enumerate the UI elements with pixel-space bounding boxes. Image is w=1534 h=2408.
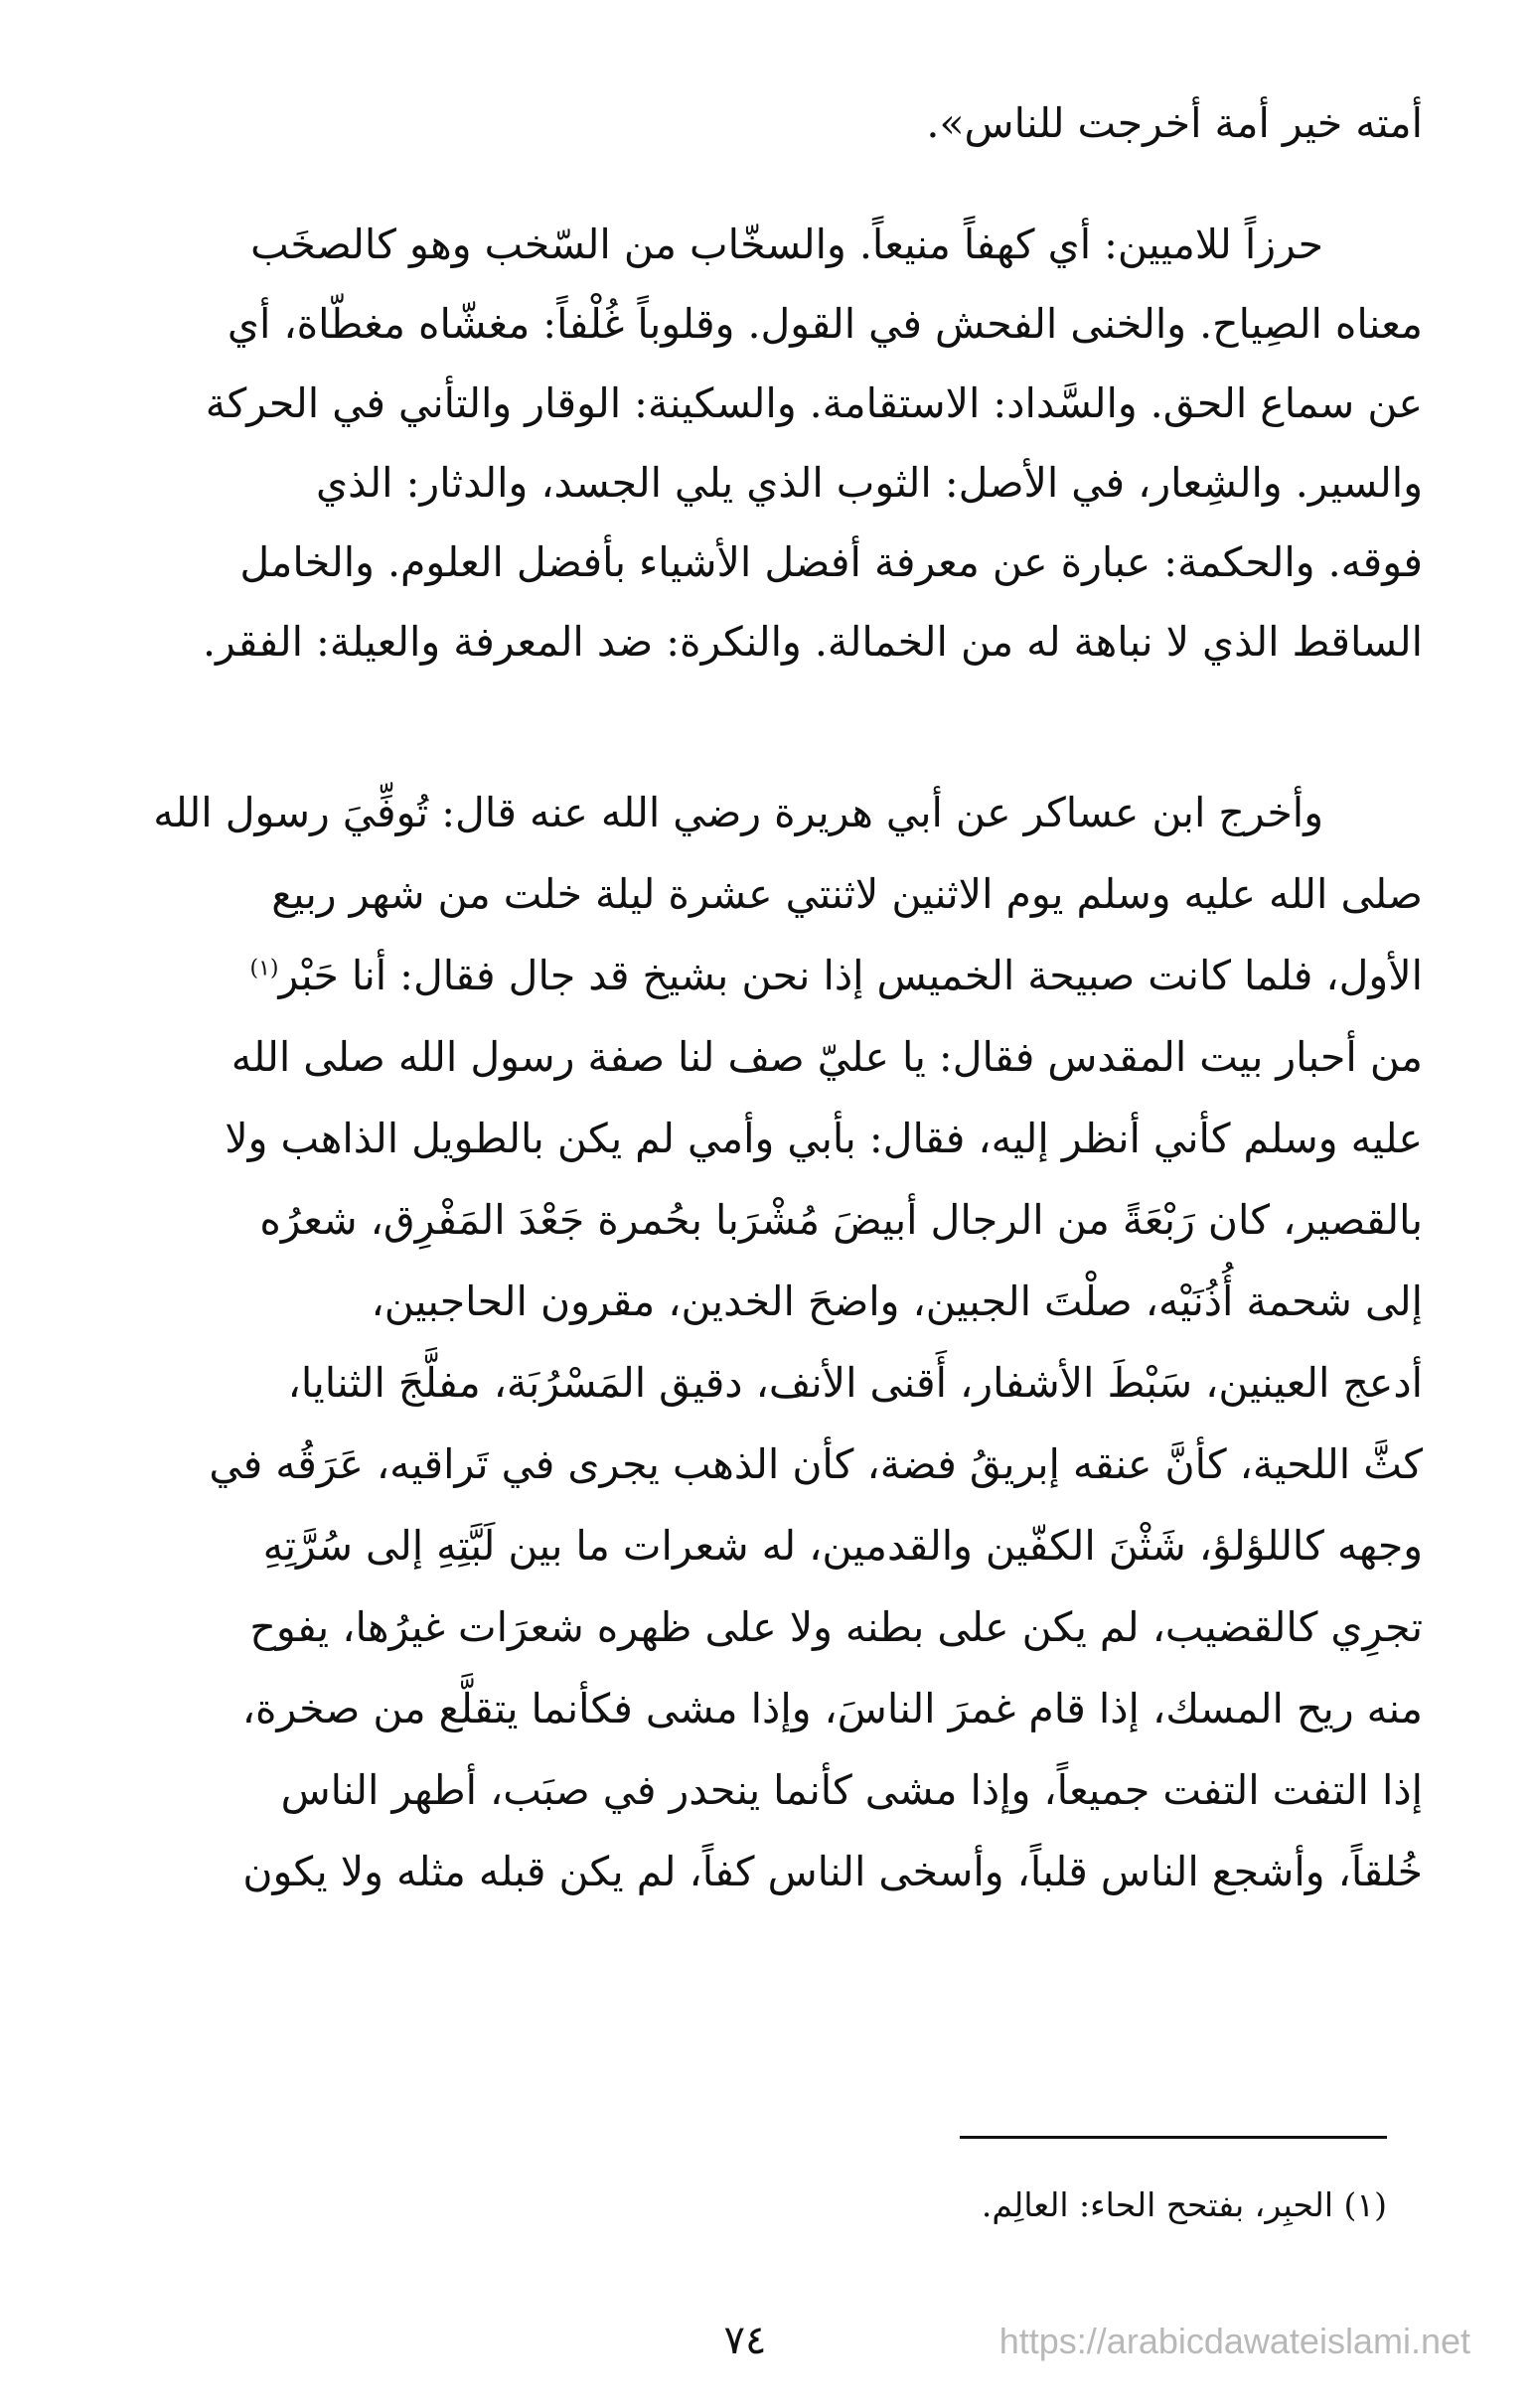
text-line: حرزاً للاميين: أي كهفاً منيعاً. والسخّاب من السّخب وهو كالصخَب [250,221,1323,268]
text-line: صلى الله عليه وسلم يوم الاثنين لاثنتي عشرة ليلة خلت من شهر ربيع [271,870,1423,918]
text-line: بالقصير، كان رَبْعَةً من الرجال أبيضَ مُشْرَبا بحُمرة جَعْدَ المَفْرِق، شعرُه [259,1196,1423,1244]
text-line: تجرِي كالقضيب، لم يكن على بطنه ولا على ظهره شعرَات غيرُها، يفوح [249,1603,1423,1651]
footnote-reference: (١) [249,956,279,981]
text-line: وجهه كاللؤلؤ، شَثْنَ الكفّين والقدمين، له شعرات ما بين لَبَّتِهِ إلى سُرَّتِهِ [262,1522,1423,1570]
text-line: إذا التفت التفت جميعاً، وإذا مشى كأنما ينحدر في صبَب، أطهر الناس [280,1766,1423,1814]
text-line: وأخرج ابن عساكر عن أبي هريرة رضي الله عنه قال: تُوفِّيَ رسول الله [153,789,1323,836]
text-line: خُلقاً، وأشجع الناس قلباً، وأسخى الناس كفاً، لم يكن قبله مثله ولا يكون [242,1848,1423,1895]
footnote: (١) الحبِر، بفتحح الحاء: العالِم. [981,2185,1387,2224]
watermark-url: https://arabicdawateislami.net [998,2321,1470,2361]
text-line: إلى شحمة أُذُنَيْه، صلْتَ الجبين، واضحَ الخدين، مقرون الحاجبين، [371,1278,1423,1325]
text-line: معناه الصِياح. والخنى الفحش في القول. وقلوباً غُلْفاً: مغشّاه مغطّاة، أي [227,300,1423,348]
text-segment: الأول، فلما كانت صبيحة الخميس إذا نحن بشيخ قد جال فقال: أنا حَبْر [278,952,1423,999]
text-line: منه ريح المسك، إذا قام غمرَ الناسَ، وإذا مشى فكأنما يتقلَّع من صخرة، [241,1685,1423,1732]
text-line: الساقط الذي لا نباهة له من الخمالة. والنكرة: ضد المعرفة والعيلة: الفقر. [202,618,1423,666]
footnote-divider [960,2136,1387,2139]
text-line: عليه وسلم كأني أنظر إليه، فقال: بأبي وأمي لم يكن بالطويل الذاهب ولا [225,1115,1423,1162]
text-line: أدعج العينين، سَبْطَ الأشفار، أَقنى الأنف، دقيق المَسْرُبَة، مفلَّجَ الثنايا، [287,1359,1423,1407]
page-number: ٧٤ [723,2318,767,2363]
text-line: كثَّ اللحية، كأنَّ عنقه إبريقُ فضة، كأن الذهب يجرى في تَراقيه، عَرَقُه في [209,1440,1423,1488]
text-line: أمته خير أمة أخرجت للناس». [926,99,1423,147]
text-line: من أحبار بيت المقدس فقال: يا عليّ صف لنا صفة رسول الله صلى الله [230,1033,1423,1081]
text-line: والسير. والشِعار، في الأصل: الثوب الذي يلي الجسد، والدثار: الذي [316,459,1423,507]
text-line: عن سماع الحق. والسَّداد: الاستقامة. والسكينة: الوقار والتأني في الحركة [205,379,1423,427]
text-line: فوقه. والحكمة: عبارة عن معرفة أفضل الأشياء بأفضل العلوم. والخامل [239,538,1423,586]
opening-verse [95,83,1423,163]
hadith-paragraph [95,772,1423,1912]
text-line-with-footnote [95,935,1423,1016]
glossary-paragraph [95,205,1423,681]
